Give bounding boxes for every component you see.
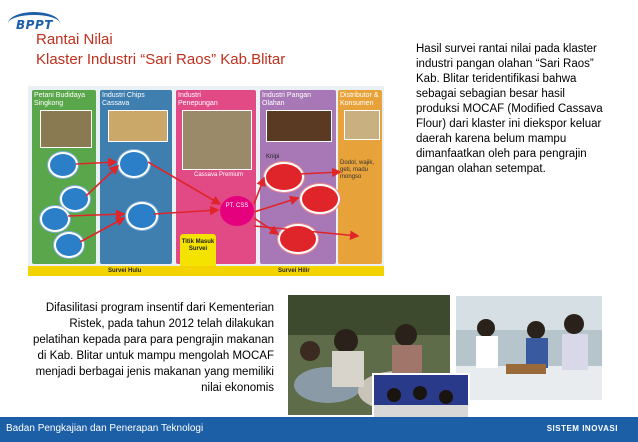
survey-description: Hasil survei rantai nilai pada klaster industri pangan olahan “Sari Raos” Kab. Blitar teridentifikasi bahwa sebagai sebagian besar hasil produksi MOCAF (Modified Cassava Flour) dari klaster ini diekspor keluar daerah karena belum mampu dimanfaatkan oleh para pengrajin pangan olahan setempat. <box>416 43 603 175</box>
training-photo-2 <box>456 296 602 400</box>
dodol-label: Dodol, wajik, geti, madu mongso <box>340 160 375 180</box>
cassava-premium-label: Cassava Premium <box>194 172 244 178</box>
survey-bar <box>28 266 384 276</box>
title-line-2: Klaster Industri “Sari Raos” Kab.Blitar <box>36 51 286 68</box>
footer-bar <box>0 417 638 442</box>
training-photo-3 <box>372 373 470 423</box>
survey-entry-point: Titik Masuk Survei <box>180 234 216 272</box>
column-label-distributor: Distributor & Konsumen <box>340 92 379 107</box>
column-label-petani: Petani Budidaya Singkong <box>34 92 85 107</box>
training-photo-2-art <box>456 296 602 400</box>
slide-title <box>36 30 285 70</box>
column-label-pangan: Industri Pangan Olahan <box>262 92 312 107</box>
knipi-label: Knipi <box>266 154 280 160</box>
facilitation-text: Difasilitasi program insentif dari Kementerian Ristek, pada tahun 2012 telah dilakukan pelatihan kepada para para pengrajin makanan di Kab. Blitar untuk mampu mengolah MOCAF menjadi berbagai jenis makanan yang memiliki nilai ekonomis <box>32 302 274 394</box>
footer-system: SISTEM INOVASI <box>546 424 618 433</box>
survei-hulu-label: Survei Hulu <box>108 268 142 274</box>
title-line-1: Rantai Nilai <box>36 31 113 48</box>
value-chain-diagram <box>28 86 384 276</box>
survei-hilir-label: Survei Hilir <box>278 268 310 274</box>
footer-organization: Badan Pengkajian dan Penerapan Teknologi <box>6 423 204 434</box>
training-photo-3-art <box>374 375 468 421</box>
column-label-chips: Industri Chips Cassava <box>102 92 145 107</box>
logo-text: BPPT <box>16 18 53 32</box>
column-label-penepungan: Industri Penepungan <box>178 92 218 107</box>
pt-css-node: PT. CSS <box>220 196 254 226</box>
